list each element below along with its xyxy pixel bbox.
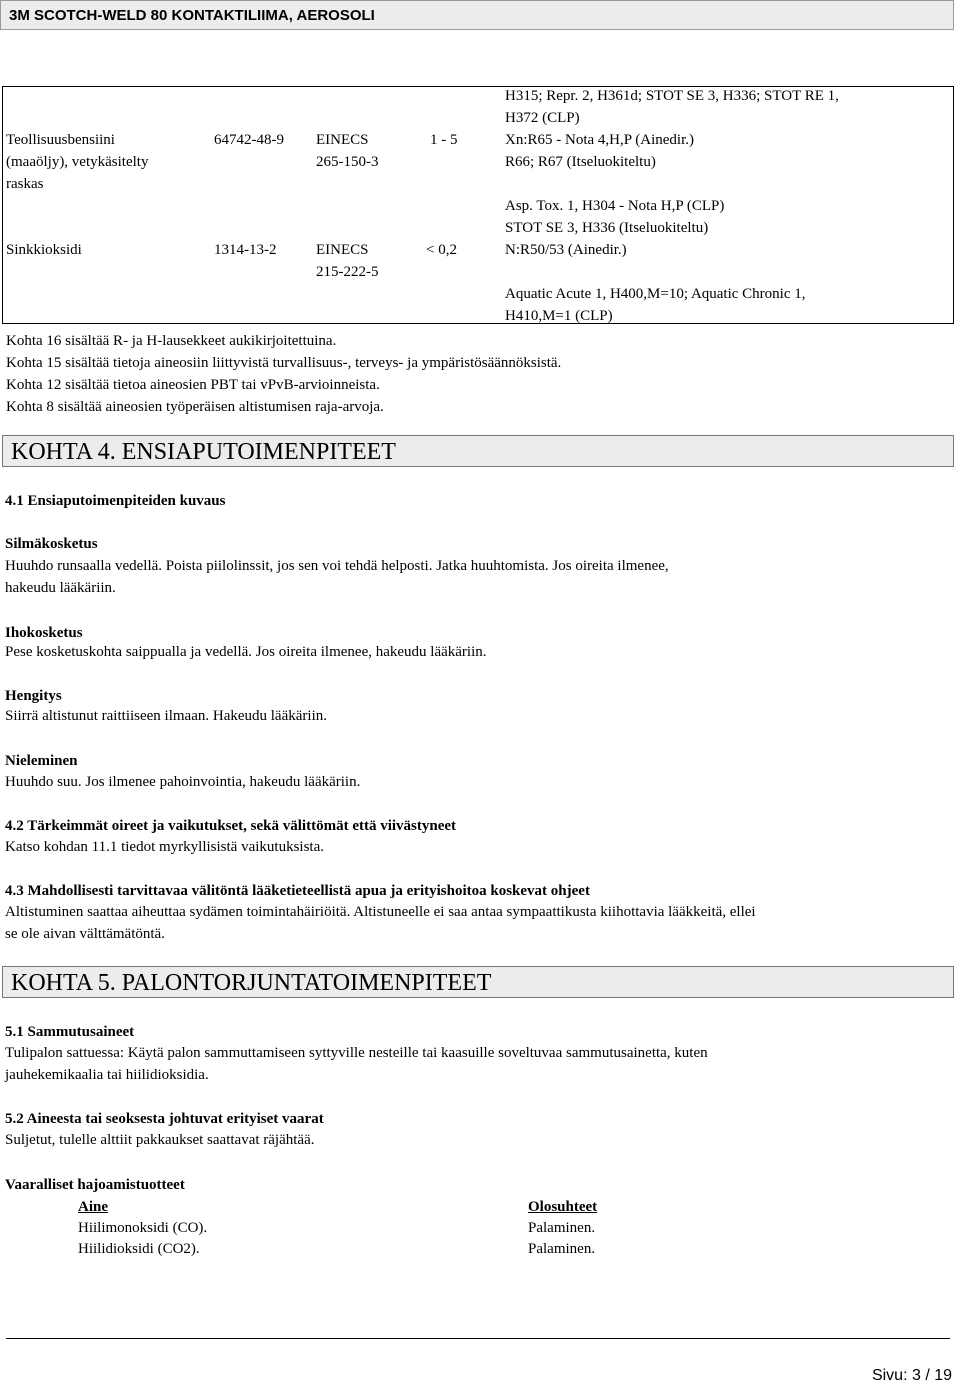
ec-number bbox=[316, 239, 379, 283]
subsection-4-1-title: 4.1 Ensiaputoimenpiteiden kuvaus bbox=[5, 493, 226, 509]
cas-number: 64742-48-9 bbox=[214, 132, 284, 148]
subsection-4-3-title: 4.3 Mahdollisesti tarvittavaa välitöntä lääketieteellistä apua ja erityishoitoa koskevat ohjeet bbox=[5, 883, 590, 899]
skin-contact-text: Pese kosketuskohta saippualla ja vedellä. Jos oireita ilmenee, hakeudu lääkäriin. bbox=[5, 644, 487, 660]
text-line: hakeudu lääkäriin. bbox=[5, 580, 116, 596]
component-name bbox=[6, 129, 148, 195]
section-4-heading: KOHTA 4. ENSIAPUTOIMENPITEET bbox=[2, 435, 954, 467]
name-line: (maaöljy), vetykäsitelty bbox=[6, 154, 149, 170]
column-header-substance: Aine bbox=[78, 1199, 108, 1215]
ec-line: EINECS bbox=[316, 242, 369, 258]
class-line bbox=[505, 173, 839, 195]
class-line: N:R50/53 (Ainedir.) bbox=[505, 242, 627, 258]
inhalation-title: Hengitys bbox=[5, 688, 62, 704]
subsection-4-2-title: 4.2 Tärkeimmät oireet ja vaikutukset, sekä välittömät että viivästyneet bbox=[5, 818, 457, 834]
classification bbox=[505, 85, 839, 239]
document-title: 3M SCOTCH-WELD 80 KONTAKTILIIMA, AEROSOLI bbox=[9, 7, 375, 24]
subsection-4-2-text: Katso kohdan 11.1 tiedot myrkyllisistä vaikutuksista. bbox=[5, 839, 324, 855]
ec-line: EINECS bbox=[316, 132, 369, 148]
subsection-5-1-title: 5.1 Sammutusaineet bbox=[5, 1024, 135, 1040]
hazardous-products-title: Vaaralliset hajoamistuotteet bbox=[5, 1177, 185, 1193]
subsection-4-3-text bbox=[5, 901, 756, 945]
name-line: raskas bbox=[6, 176, 44, 192]
eye-contact-text bbox=[5, 555, 669, 599]
table-row: Hiilimonoksidi (CO). bbox=[78, 1220, 208, 1236]
text-line: Huuhdo runsaalla vedellä. Poista piilolinssit, jos sen voi tehdä helposti. Jatka huuhtomista. Jos oireita ilmenee, bbox=[5, 558, 669, 574]
note-line: Kohta 8 sisältää aineosien työperäisen altistumisen raja-arvoja. bbox=[6, 399, 384, 415]
text-line: se ole aivan välttämätöntä. bbox=[5, 926, 165, 942]
class-line: Asp. Tox. 1, H304 - Nota H,P (CLP) bbox=[505, 198, 725, 214]
skin-contact-title: Ihokosketus bbox=[5, 625, 83, 641]
eye-contact-title: Silmäkosketus bbox=[5, 536, 98, 552]
ingestion-title: Nieleminen bbox=[5, 753, 78, 769]
name-line: Teollisuusbensiini bbox=[6, 132, 115, 148]
section-5-heading: KOHTA 5. PALONTORJUNTATOIMENPITEET bbox=[2, 966, 954, 998]
class-line bbox=[505, 261, 806, 283]
table-row: Hiilidioksidi (CO2). bbox=[78, 1241, 200, 1257]
page-number: Sivu: 3 / 19 bbox=[871, 1367, 952, 1384]
text-line: Tulipalon sattuessa: Käytä palon sammuttamiseen syttyville nesteille tai kaasuille soveltuvaa sammutusainetta, kuten bbox=[5, 1045, 708, 1061]
table-row: Palaminen. bbox=[528, 1241, 596, 1257]
components-table bbox=[2, 86, 954, 324]
text-line: Altistuminen saattaa aiheuttaa sydämen toimintahäiriöitä. Altistuneelle ei saa antaa sympaattikusta kiihottavia lääkkeitä, ellei bbox=[5, 904, 756, 920]
ingestion-text: Huuhdo suu. Jos ilmenee pahoinvointia, hakeudu lääkäriin. bbox=[5, 774, 361, 790]
note-line: Kohta 12 sisältää tietoa aineosien PBT tai vPvB-arvioinneista. bbox=[6, 377, 380, 393]
subsection-5-2-text: Suljetut, tulelle alttiit pakkaukset saattavat räjähtää. bbox=[5, 1132, 315, 1148]
component-name: Sinkkioksidi bbox=[6, 242, 82, 258]
document-header bbox=[0, 0, 954, 30]
class-line: Aquatic Acute 1, H400,M=10; Aquatic Chronic 1, bbox=[505, 286, 806, 302]
concentration: 1 - 5 bbox=[430, 132, 458, 148]
class-line: H315; Repr. 2, H361d; STOT SE 3, H336; STOT RE 1, bbox=[505, 88, 839, 104]
cas-number: 1314-13-2 bbox=[214, 242, 277, 258]
concentration: < 0,2 bbox=[426, 242, 457, 258]
class-line: Xn:R65 - Nota 4,H,P (Ainedir.) bbox=[505, 132, 695, 148]
text-line: jauhekemikaalia tai hiilidioksidia. bbox=[5, 1067, 209, 1083]
class-line: H410,M=1 (CLP) bbox=[505, 308, 613, 324]
ec-line: 265-150-3 bbox=[316, 154, 379, 170]
note-line: Kohta 16 sisältää R- ja H-lausekkeet aukikirjoitettuina. bbox=[6, 333, 337, 349]
class-line: H372 (CLP) bbox=[505, 110, 580, 126]
class-line: STOT SE 3, H336 (Itseluokiteltu) bbox=[505, 220, 709, 236]
subsection-5-2-title: 5.2 Aineesta tai seoksesta johtuvat erityiset vaarat bbox=[5, 1111, 324, 1127]
class-line: R66; R67 (Itseluokiteltu) bbox=[505, 154, 656, 170]
note-line: Kohta 15 sisältää tietoja aineosiin liittyvistä turvallisuus-, terveys- ja ympäristösäännöksistä. bbox=[6, 355, 562, 371]
inhalation-text: Siirrä altistunut raittiiseen ilmaan. Hakeudu lääkäriin. bbox=[5, 708, 327, 724]
footer-divider bbox=[6, 1338, 950, 1339]
table-row: Palaminen. bbox=[528, 1220, 596, 1236]
ec-line: 215-222-5 bbox=[316, 264, 379, 280]
column-header-condition: Olosuhteet bbox=[528, 1199, 598, 1215]
classification bbox=[505, 239, 806, 327]
subsection-5-1-text bbox=[5, 1042, 708, 1086]
ec-number bbox=[316, 129, 379, 173]
